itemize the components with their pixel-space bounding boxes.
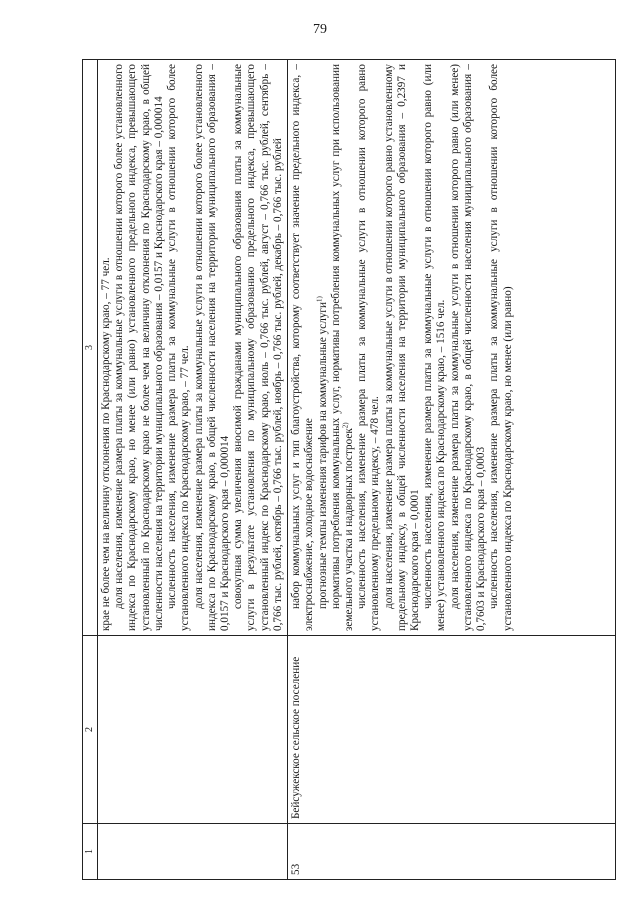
footnote-marker: 2) xyxy=(341,422,350,429)
row-municipality xyxy=(98,636,288,824)
paragraph-text: доля населения, изменение размера платы за коммунальные услуги в отношении которого более установленного индекса по Краснодарскому краю, в общей численности населения на территории муниципального образования – 0,0157 и Краснодарского края – 0,000014 xyxy=(192,64,231,631)
page-number: 79 xyxy=(313,22,327,37)
description-paragraph xyxy=(356,64,382,631)
footnote-marker: 1) xyxy=(314,296,323,303)
description-paragraph xyxy=(449,64,489,631)
row-number: 53 xyxy=(288,824,616,880)
rotated-table-frame xyxy=(82,60,616,880)
row-municipality: Бейсужекское сельское поселение xyxy=(288,636,616,824)
paragraph-text: доля населения, изменение размера платы за коммунальные услуги в отношении которого равно установленному предельному индексу, в общей численности населения на территории муниципального образования – 0,2397 и Краснодарского края – 0,0001 xyxy=(382,64,422,631)
paragraph-text: крае не более чем на величину отклонения по Краснодарскому краю, – 77 чел. xyxy=(100,257,112,631)
description-paragraph xyxy=(383,64,423,631)
paragraph-text: численность населения, изменение размера платы за коммунальные услуги в отношении которого более установленного индекса по Краснодарскому краю, – 77 чел. xyxy=(166,64,192,631)
document-table xyxy=(82,59,616,880)
description-paragraph xyxy=(113,64,166,631)
paragraph-text: доля населения, изменение размера платы за коммунальные услуги в отношении которого равно (или менее) установленного индекса по Краснодарскому краю, в общей численности населения муниципального образования – 0,7603 и Краснодарского края – 0,0003 xyxy=(448,64,488,631)
description-paragraph xyxy=(100,64,113,631)
table-row xyxy=(98,60,288,880)
header-col-2: 2 xyxy=(83,636,98,824)
description-paragraph xyxy=(193,64,233,631)
description-paragraph xyxy=(422,64,448,631)
description-paragraph xyxy=(330,64,356,631)
paragraph-text: численность населения, изменение размера платы за коммунальные услуги в отношении которого равно установленному предельному индексу, – 478 чел. xyxy=(356,64,382,631)
description-paragraph xyxy=(290,64,316,631)
description-paragraph xyxy=(314,64,330,631)
paragraph-text: совокупная сумма увеличения вносимой гражданами муниципального образования платы за коммунальные услуги в результате установления по муниципальному образованию предельного индекса, превышающего установленный индекс по Краснодарскому краю, июль – 0,766 тыс. рублей, август – 0,766 тыс. рублей, сентябрь – 0,766 тыс. рублей, октябрь – 0,766 тыс. рублей, ноябрь – 0,766 тыс. рублей, декабрь – 0,766 тыс. рублей xyxy=(232,64,284,631)
table-header-row xyxy=(83,60,98,880)
table-row xyxy=(288,60,616,880)
description-paragraph xyxy=(232,64,285,631)
rotated-table-container xyxy=(82,60,616,880)
row-description xyxy=(98,60,288,636)
row-number xyxy=(98,824,288,880)
description-paragraph xyxy=(488,64,514,631)
description-paragraph xyxy=(166,64,192,631)
paragraph-text: нормативы потребления коммунальных услуг, нормативы потребления коммунальных услуг при использовании земельного участка и надворных построек xyxy=(329,64,355,631)
header-col-1: 1 xyxy=(83,824,98,880)
row-description xyxy=(288,60,616,636)
header-col-3: 3 xyxy=(83,60,98,636)
paragraph-text: численность населения, изменение размера платы за коммунальные услуги в отношении которого более установленного индекса по Краснодарскому краю, но менее (или равно) xyxy=(488,64,514,631)
paragraph-text: доля населения, изменение размера платы за коммунальные услуги в отношении которого более установленного индекса по Краснодарскому краю, но менее (или равно) установленного предельного индекса, превышающего установленный по Краснодарскому краю не более чем на величину отклонения по Краснодарскому краю, в общей численности населения на территории муниципального образования – 0,0157 и Краснодарского края – 0,000014 xyxy=(113,64,165,631)
paragraph-text: численность населения, изменение размера платы за коммунальные услуги в отношении которого равно (или менее) установленного индекса по Краснодарскому краю, – 1516 чел. xyxy=(422,64,448,631)
paragraph-text: набор коммунальных услуг и тип благоустройства, которому соответствует значение предельного индекса, – электроснабжение, холодное водоснабжение xyxy=(290,64,316,631)
paragraph-text: прогнозные темпы изменения тарифов на коммунальные услуги xyxy=(316,302,329,609)
